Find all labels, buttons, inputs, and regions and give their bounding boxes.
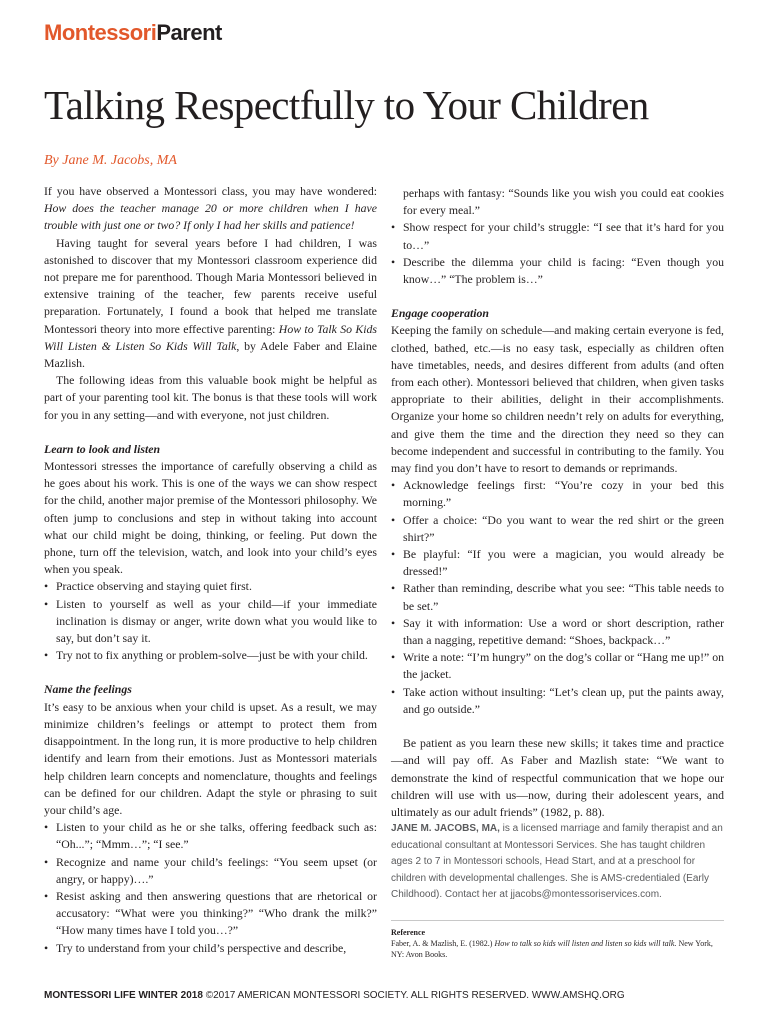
engage-cooperation-list <box>391 477 724 718</box>
list-item: • Acknowledge feelings first: “You’re cozy in your bed this morning.” <box>391 477 724 511</box>
reference-heading: Reference <box>391 928 426 938</box>
reference-divider <box>391 920 724 921</box>
list-item: • Offer a choice: “Do you want to wear the red shirt or the green shirt?” <box>391 512 724 546</box>
intro-p1-text: If you have observed a Montessori class, you may have wondered: <box>44 184 377 198</box>
list-item: • Recognize and name your child’s feelings: “You seem upset (or angry, or happy)….” <box>44 854 377 888</box>
list-item: • Try to understand from your child’s perspective and describe, <box>44 940 377 957</box>
list-item: • Resist asking and then answering questions that are rhetorical or accusatory: “What were you thinking?” “Who drank the milk?” “How many times have I told you…?” <box>44 888 377 940</box>
list-item: • Practice observing and staying quiet first. <box>44 578 377 595</box>
reference-authors: Faber, A. & Mazlish, E. (1982.) <box>391 939 495 949</box>
section-paragraph-name-feelings: It’s easy to be anxious when your child is upset. As a result, we may minimize children’s feelings or attempt to protect them from disappointment. In the long run, it is more productive to help children identify and learn from their emotions. Just as Montessori materials help children learn concepts and nomenclature, thoughts and feelings can be defined for our children. Adapt the style or phrasing to suit your child’s age. <box>44 699 377 817</box>
intro-paragraph-2 <box>44 235 377 373</box>
masthead-brand-part1: Montessori <box>44 20 157 45</box>
section-paragraph-look-listen: Montessori stresses the importance of carefully observing a child as he goes about his work. This is one of the ways we can show respect for the child, another major premise of the Montessori philosophy. We often jump to conclusions and step in without taking into account what our child might be doing, thinking, or feeling. Put down the phone, turn off the television, watch, and look into your child’s eyes when you speak. <box>44 459 377 577</box>
name-feelings-list <box>44 819 377 957</box>
page-footer <box>44 990 625 1001</box>
section-heading-name-feelings: Name the feelings <box>44 682 132 697</box>
author-bio <box>391 821 724 904</box>
section-heading-engage-cooperation: Engage cooperation <box>391 306 489 321</box>
list-item: • Describe the dilemma your child is facing: “Even though you know…” “The problem is…” <box>391 254 724 288</box>
list-item: • Rather than reminding, describe what you see: “This table needs to be set.” <box>391 580 724 614</box>
reference-title: How to talk so kids will listen and listen so kids will talk. <box>494 939 677 949</box>
author-bio-text: is a licensed marriage and family therapist and an educational consultant at Montessori Services. She has taught children ages 2 to 7 in Montessori schools, Head Start, and at a preschool for children with developmental challenges. She is AMS-credentialed (Early Childhood). Contact her at jjacobs@montessoriservices.com. <box>391 823 723 901</box>
list-item: • Try not to fix anything or problem-solve—just be with your child. <box>44 647 377 664</box>
article-byline: By Jane M. Jacobs, MA <box>44 153 177 168</box>
list-item: • Show respect for your child’s struggle: “I see that it’s hard for you to…” <box>391 219 724 253</box>
list-item: • Say it with information: Use a word or short description, rather than a nagging, repetitive demand: “Shoes, backpack…” <box>391 615 724 649</box>
look-listen-list <box>44 578 377 664</box>
footer-issue: MONTESSORI LIFE WINTER 2018 <box>44 990 203 1001</box>
list-item: • Take action without insulting: “Let’s clean up, put the paints away, and go outside.” <box>391 684 724 718</box>
author-name: JANE M. JACOBS, MA, <box>391 823 500 835</box>
closing-paragraph: Be patient as you learn these new skills; it takes time and practice—and will pay off. As Faber and Mazlish state: “We want to demonstrate the kind of respectful communication that we hope our children will use with us—now, during their adolescent years, and ultimately as our adult friends” (1982, p. 88). <box>391 736 724 819</box>
list-item: • Listen to your child as he or she talks, offering feedback such as: “Oh...”; “Mmm…”; “I see.” <box>44 819 377 853</box>
book-title: How to Talk So Kids Will Listen & Listen So Kids Will Talk <box>44 321 377 353</box>
section-paragraph-engage-cooperation: Keeping the family on schedule—and making certain everyone is fed, clothed, bathed, etc.—is no easy task, especially as children often have timetables, needs, and desires different from adults (and often from each other). Montessori believed that children, when given tasks appropriate to their abilities, delight in their accomplishments. Organize your home so children needn’t rely on adults for everything, and give them the time and the direction they need so they can become independent and successful in contributing to the family. You may find you don’t have to resort to demands or reprimands. <box>391 323 724 476</box>
reference-entry <box>391 938 724 960</box>
intro-paragraph-3: The following ideas from this valuable book might be helpful as part of your parenting tool kit. The bonus is that these tools will work for you in any setting—and with everyone, not just children. <box>44 373 377 422</box>
intro-paragraph-1 <box>44 183 377 235</box>
name-feelings-list-continued <box>391 219 724 288</box>
list-item: • Listen to yourself as well as your child—if your immediate inclination is dismay or anger, write down what you would like to say, but don’t say it. <box>44 596 377 648</box>
list-item: • Write a note: “I’m hungry” on the dog’s collar or “Hang me up!” on the jacket. <box>391 649 724 683</box>
left-column <box>44 183 377 957</box>
masthead-brand-part2: Parent <box>156 20 222 45</box>
intro-p2-text: Having taught for several years before I had children, I was astonished to discover that my Montessori classroom experience did not prepare me for parenthood. Though Maria Montessori believed in extensive training of the teacher, few parents receive useful preparation. Fortunately, I found a book that helped me translate Montessori theory into more effective parenting: <box>44 235 377 336</box>
section-heading-look-listen: Learn to look and listen <box>44 441 161 456</box>
list-item: • Be playful: “If you were a magician, you would already be dressed!” <box>391 546 724 580</box>
reference-publisher: New York, NY: Avon Books. <box>391 939 713 960</box>
intro-p2-end: , by Adele Faber and Elaine Mazlish. <box>44 338 377 371</box>
masthead-logo <box>44 20 222 46</box>
list-item-continuation: perhaps with fantasy: “Sounds like you wish you could eat cookies for every meal.” <box>403 186 724 218</box>
intro-p1-italic: How does the teacher manage 20 or more children when I have trouble with just one or two? If only I had her skills and patience! <box>44 201 377 233</box>
article-title: Talking Respectfully to Your Children <box>44 82 649 128</box>
right-column <box>391 185 724 960</box>
footer-copyright: ©2017 AMERICAN MONTESSORI SOCIETY. ALL RIGHTS RESERVED. WWW.AMSHQ.ORG <box>202 990 625 1001</box>
